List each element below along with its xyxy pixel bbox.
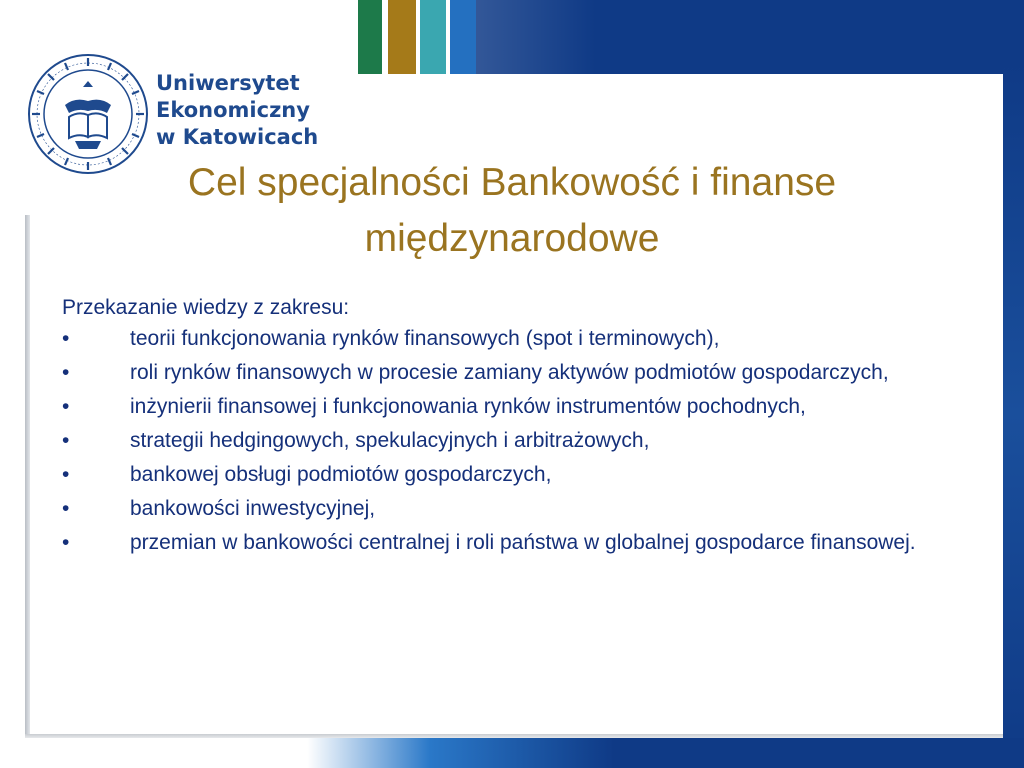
right-decorative-band <box>1003 60 1024 768</box>
slide-title-line-1: Cel specjalności Bankowość i finanse <box>187 161 837 204</box>
bullet-icon: • <box>62 361 70 384</box>
bullet-icon: • <box>62 497 70 520</box>
list-item-text: strategii hedgingowych, spekulacyjnych i arbitrażowych, <box>130 429 650 452</box>
university-name-line-1: Uniwersytet <box>156 71 300 95</box>
list-item-text: teorii funkcjonowania rynków finansowych (spot i terminowych), <box>130 327 720 350</box>
slide-content <box>62 295 964 564</box>
panel-top-edge <box>0 74 1024 80</box>
right-band-graphic <box>1003 60 1024 768</box>
list-item <box>62 394 964 419</box>
bullet-icon: • <box>62 429 70 452</box>
list-item-text: przemian w bankowości centralnej i roli państwa w globalnej gospodarce finansowej. <box>130 531 916 554</box>
bullet-icon: • <box>62 327 70 350</box>
list-item-text: roli rynków finansowych w procesie zamiany aktywów podmiotów gospodarczych, <box>130 361 889 384</box>
list-item <box>62 360 964 385</box>
university-name-line-3: w Katowicach <box>156 125 319 149</box>
bottom-decorative-band <box>0 738 1024 768</box>
bullet-list <box>62 326 964 555</box>
list-item-text: inżynierii finansowej i funkcjonowania rynków instrumentów pochodnych, <box>130 395 806 418</box>
top-decorative-band <box>0 0 1024 74</box>
bullet-icon: • <box>62 531 70 554</box>
slide-title <box>60 155 964 267</box>
list-item-text: bankowości inwestycyjnej, <box>130 497 376 520</box>
list-item <box>62 496 964 521</box>
list-item <box>62 428 964 453</box>
top-stripes-graphic <box>0 0 1024 74</box>
list-item <box>62 530 964 555</box>
list-item-text: bankowej obsługi podmiotów gospodarczych, <box>130 463 552 486</box>
university-name <box>156 70 318 151</box>
bottom-band-graphic <box>0 738 1024 768</box>
list-item <box>62 326 964 351</box>
university-name-line-2: Ekonomiczny <box>156 98 310 122</box>
slide-title-line-2: międzynarodowe <box>364 217 660 260</box>
list-item <box>62 462 964 487</box>
panel-left-shadow <box>25 215 30 750</box>
bullet-icon: • <box>62 463 70 486</box>
content-intro: Przekazanie wiedzy z zakresu: <box>62 296 350 319</box>
bullet-icon: • <box>62 395 70 418</box>
